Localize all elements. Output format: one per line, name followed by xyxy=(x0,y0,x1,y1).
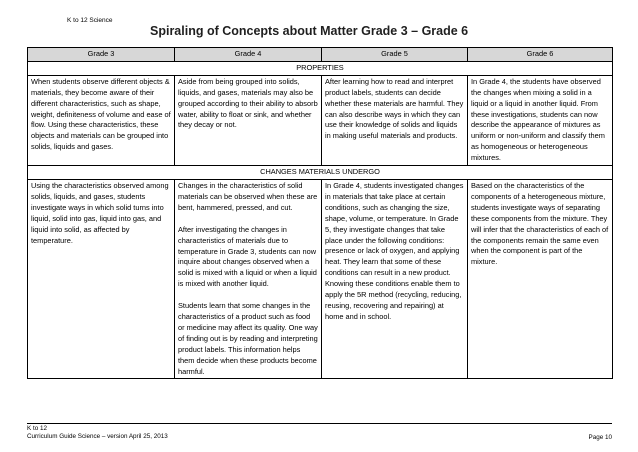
page-number: Page 10 xyxy=(588,434,612,441)
footer-line-1: K to 12 xyxy=(27,425,47,432)
properties-cell-grade-4: Aside from being grouped into solids, liquids, and gases, materials may also be grouped according to their ability to absorb water, ability to float or sink, and whether they decay or not. xyxy=(175,75,322,165)
footer-divider xyxy=(27,423,612,424)
grade-header-row xyxy=(28,48,613,62)
column-header-grade-6: Grade 6 xyxy=(468,48,613,62)
document-header-label: K to 12 Science xyxy=(67,17,113,24)
section-row-properties xyxy=(28,61,613,75)
page-title: Spiraling of Concepts about Matter Grade 3 – Grade 6 xyxy=(150,24,469,38)
properties-cell-grade-3: When students observe different objects & materials, they become aware of their different characteristics, such as shape, weight, definiteness of volume and ease of flow. Using these characteristics, these objects and materials can be grouped into solids, liquids and gases. xyxy=(28,75,175,165)
changes-row xyxy=(28,179,613,379)
changes-grade-4-paragraph-3: Students learn that some changes in the characteristics of a product such as food or medicine may affect its quality. One way of finding out is by reading and interpreting product labels. This information helps them decide when these products become harmful. xyxy=(178,301,318,376)
changes-cell-grade-6: Based on the characteristics of the components of a heterogeneous mixture, students investigate ways of separating these components from the mixture. They will infer that the characteristics of each of the components remain the same even when the component is part of the mixture. xyxy=(468,179,613,379)
changes-grade-4-paragraph-2: After investigating the changes in characteristics of materials due to temperature in Grade 3, students can now inquire about changes observed when a solid is mixed with a liquid or when a liquid is mixed with another liquid. xyxy=(178,224,317,289)
footer-line-2: Curriculum Guide Science – version April 25, 2013 xyxy=(27,433,168,440)
changes-cell-grade-5: In Grade 4, students investigated changes in materials that take place at certain conditions, such as changing the size, shape, volume, or temperature. In Grade 5, they investigate changes that take place under the following conditions: presence or lack of oxygen, and applying heat. They learn that some of these conditions can result in a new product. Knowing these conditions enable them to apply the 5R method (recycling, reducing, reusing, recovering and repairing) at home and in school. xyxy=(322,179,468,379)
paragraph-spacer xyxy=(178,214,318,225)
changes-cell-grade-3: Using the characteristics observed among solids, liquids, and gases, students investigate ways in which solid turns into liquid, solid into gas, liquid into gas, and liquid into solid, as affected by temperature. xyxy=(28,179,175,379)
changes-grade-4-paragraph-1: Changes in the characteristics of solid materials can be observed when these are bent, hammered, pressed, and cut. xyxy=(178,180,318,212)
column-header-grade-4: Grade 4 xyxy=(175,48,322,62)
section-title-changes: CHANGES MATERIALS UNDERGO xyxy=(28,166,613,180)
section-row-changes xyxy=(28,166,613,180)
changes-cell-grade-4 xyxy=(175,179,322,379)
concepts-table xyxy=(27,47,613,379)
section-title-properties: PROPERTIES xyxy=(28,61,613,75)
properties-cell-grade-6: In Grade 4, the students have observed the changes when mixing a solid in a liquid or a liquid in another liquid. From these investigations, students can now describe the appearance of mixtures as uniform or non-uniform and classify them as homogeneous or heterogeneous mixtures. xyxy=(468,75,613,165)
column-header-grade-3: Grade 3 xyxy=(28,48,175,62)
page-footer xyxy=(27,425,168,441)
properties-row xyxy=(28,75,613,165)
paragraph-spacer xyxy=(178,290,318,301)
column-header-grade-5: Grade 5 xyxy=(322,48,468,62)
properties-cell-grade-5: After learning how to read and interpret product labels, students can decide whether these materials are harmful. They can also describe ways in which they can use their knowledge of solids and liquids in making useful materials and products. xyxy=(322,75,468,165)
